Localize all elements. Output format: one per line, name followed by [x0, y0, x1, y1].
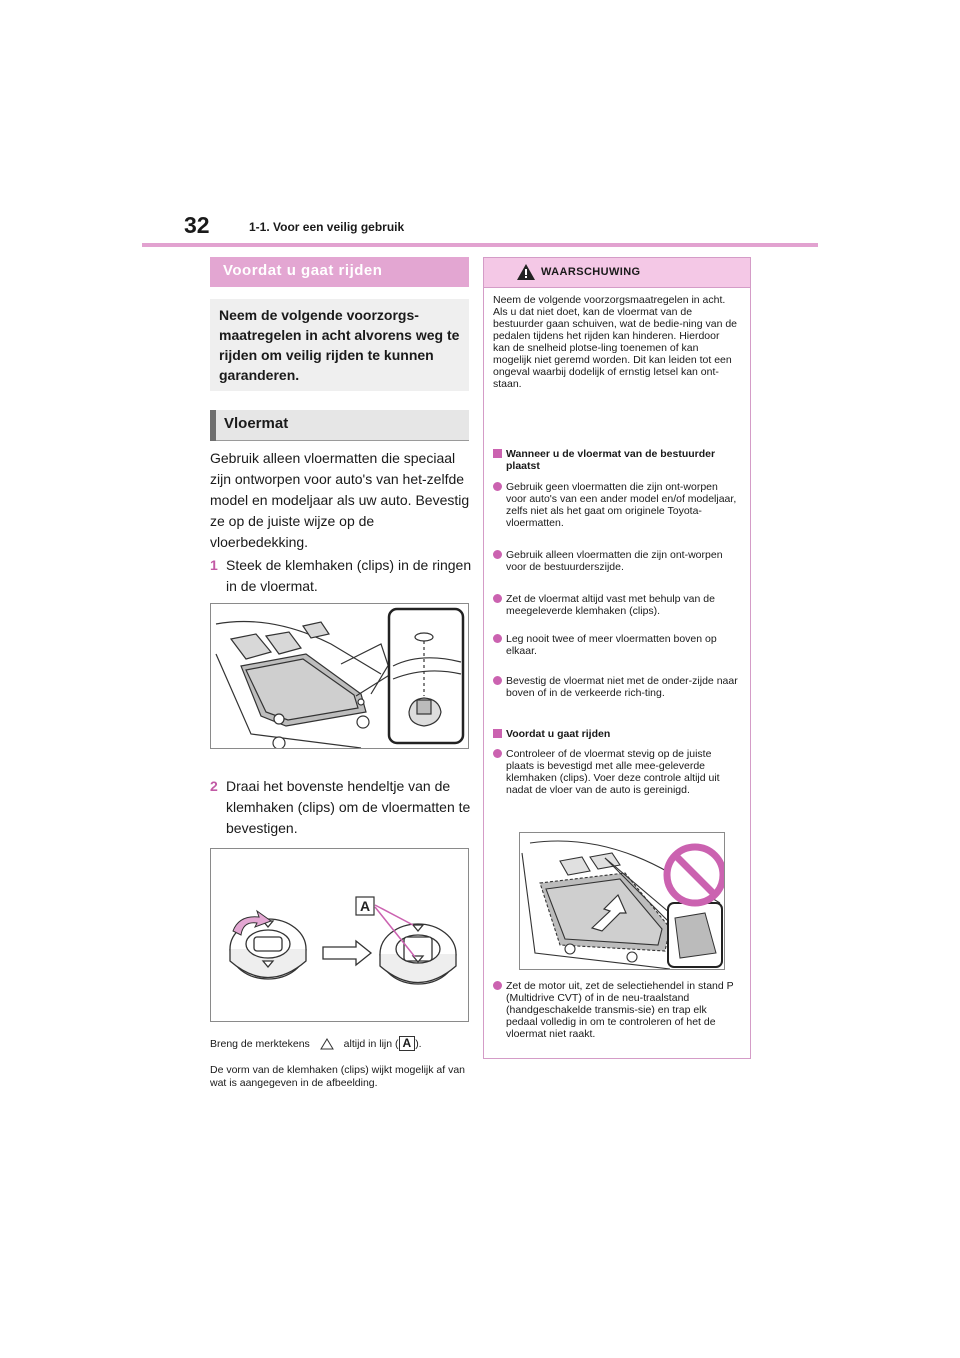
sub-heading	[210, 410, 469, 441]
warning-title: WAARSCHUWING	[541, 266, 641, 278]
clip-rotation-illustration	[211, 849, 468, 1021]
sub-heading-bar	[210, 410, 216, 441]
warning-triangle-icon	[516, 263, 536, 281]
triangle-mark-icon	[319, 1037, 335, 1051]
warning-header	[484, 258, 750, 288]
intro-text: Neem de volgende voorzorgs-maatregelen in acht alvorens weg te rijden om veilig rijden te kunnen garanderen.	[219, 307, 460, 383]
warning-intro: Neem de volgende voorzorgsmaatregelen in acht. Als u dat niet doet, kan de vloermat van de bestuurder gaan schuiven, wat de bedie-ning van de pedalen tijdens het rijden kan hinderen. Hierdoor kan de snelheid plotse-ling toenemen of kan mogelijk niet geremd worden. Dit kan leiden tot een ongeval waarbij dodelijk of ernstig letsel kan ont-staan.	[493, 294, 738, 390]
warning-section-2-heading: Voordat u gaat rijden	[493, 728, 743, 742]
bullet-icon	[493, 594, 502, 603]
body-paragraph: Gebruik alleen vloermatten die speciaal zijn ontworpen voor auto's van het-zelfde model en modeljaar als uw auto. Bevestig ze op de juiste wijze op de vloerbedekking.	[210, 450, 470, 550]
warning-section-1-heading: Wanneer u de vloermat van de bestuurder plaatst	[493, 448, 743, 474]
caption-align-marks	[210, 1036, 472, 1051]
step-1-number: 1	[210, 557, 218, 573]
step-1	[210, 555, 472, 599]
square-bullet-icon	[493, 449, 502, 458]
bullet-icon	[493, 550, 502, 559]
main-heading	[210, 257, 469, 287]
step-2-number: 2	[210, 778, 218, 794]
figure-floor-mat-clips	[210, 603, 469, 749]
section-title: 1-1. Voor een veilig gebruik	[249, 220, 405, 234]
warning-item: Gebruik alleen vloermatten die zijn ont-worpen voor de bestuurderszijde.	[493, 549, 743, 575]
main-heading-text: Voordat u gaat rijden	[223, 262, 383, 279]
label-a: A	[359, 898, 371, 914]
caption-label-a: A	[399, 1036, 416, 1051]
caption-note: De vorm van de klemhaken (clips) wijkt mogelijk af van wat is aangegeven in de afbeelding.	[210, 1064, 466, 1089]
caption-part-3: ).	[415, 1038, 422, 1050]
warning-item: Zet de vloermat altijd vast met behulp van de meegeleverde klemhaken (clips).	[493, 593, 743, 619]
warning-item: Zet de motor uit, zet de selectiehendel in stand P (Multidrive CVT) of in de neu-traalstand (handgeschakelde transmis-sie) en trap elk pedaal volledig in om te controleren of het de vloermat niet raakt.	[493, 980, 743, 1054]
warning-item: Leg nooit twee of meer vloermatten boven op elkaar.	[493, 633, 743, 659]
bullet-icon	[493, 676, 502, 685]
caption-part-1: Breng de merktekens	[210, 1038, 310, 1050]
step-2-text: Draai het bovenste hendeltje van de klemhaken (clips) om de vloermatten te bevestigen.	[226, 778, 471, 836]
header-rule	[142, 243, 818, 247]
warning-item: Controleer of de vloermat stevig op de juiste plaats is bevestigd met alle mee-geleverde klemhaken (clips). Voer deze controle altijd uit nadat de vloer van de auto is gereinigd.	[493, 748, 743, 810]
floor-mat-illustration	[211, 604, 468, 748]
bullet-icon	[493, 634, 502, 643]
bullet-icon	[493, 482, 502, 491]
bullet-icon	[493, 749, 502, 758]
figure-mat-misplaced	[519, 832, 725, 970]
figure-clip-rotation	[210, 848, 469, 1022]
square-bullet-icon	[493, 729, 502, 738]
sub-heading-text: Vloermat	[224, 415, 289, 432]
warning-item: Gebruik geen vloermatten die zijn ont-worpen voor auto's van een ander model en/of modeljaar, zelfs niet als het gaat om originele Toyota-vloermatten.	[493, 481, 743, 531]
step-2	[210, 776, 472, 842]
intro-box	[210, 299, 469, 391]
mat-misplaced-illustration	[520, 833, 724, 969]
bullet-icon	[493, 981, 502, 990]
warning-box	[483, 257, 751, 1059]
page-number: 32	[184, 212, 210, 238]
caption-part-2: altijd in lijn (	[343, 1038, 399, 1050]
step-1-text: Steek de klemhaken (clips) in de ringen in de vloermat.	[226, 557, 472, 594]
warning-item: Bevestig de vloermat niet met de onder-zijde naar boven of in de verkeerde rich-ting.	[493, 675, 743, 713]
